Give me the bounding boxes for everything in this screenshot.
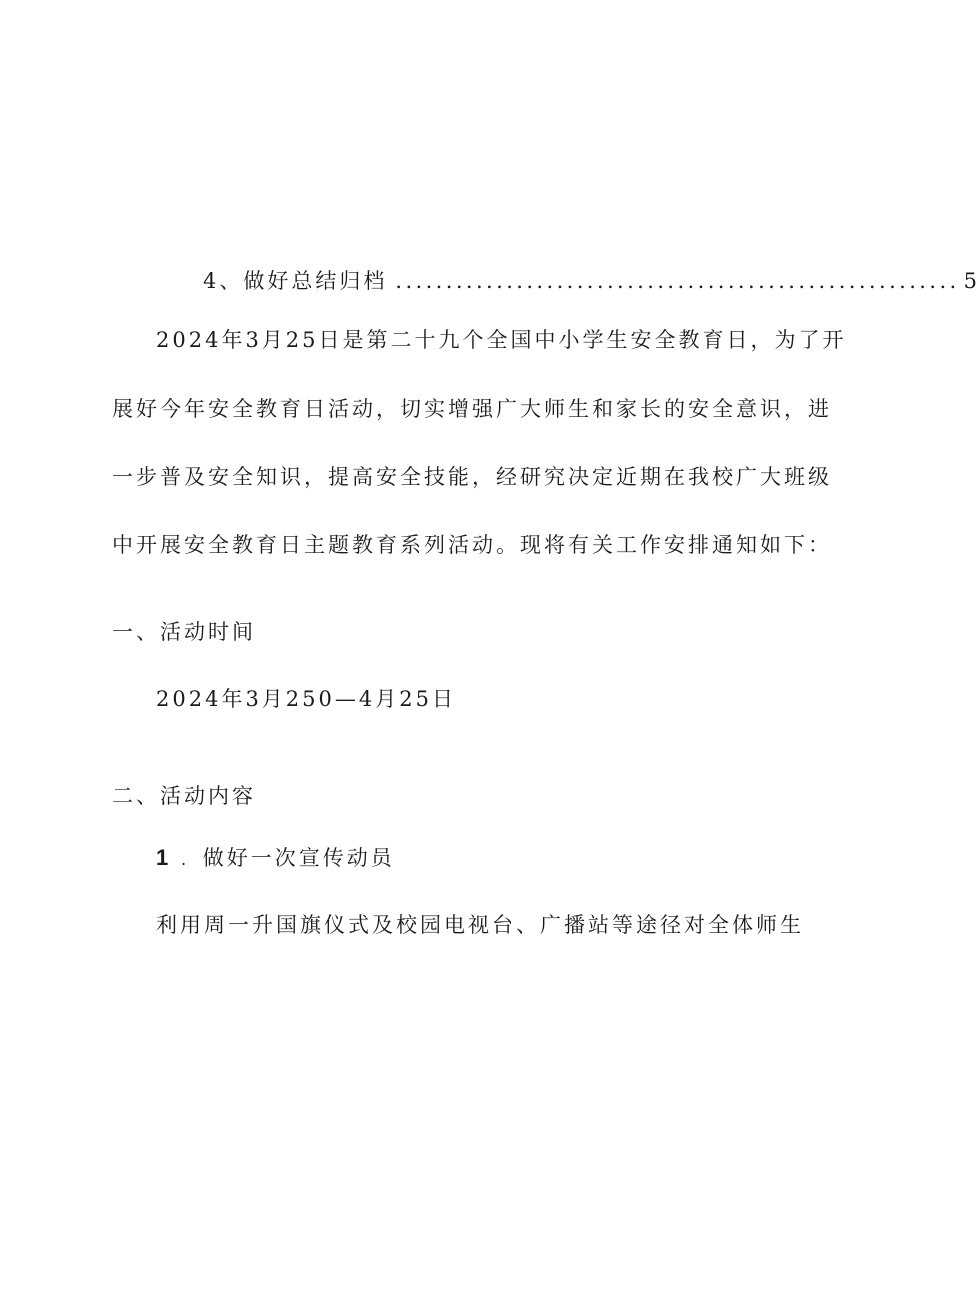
intro-paragraph-line-1: 2024年3月25日是第二十九个全国中小学生安全教育日，为了开 [156,328,847,352]
subsection-item-1 [156,843,395,875]
section-heading-time: 一、活动时间 [112,620,256,644]
intro-paragraph-line-3: 一步普及安全知识，提高安全技能，经研究决定近期在我校广大班级 [112,465,832,489]
intro-paragraph-line-4: 中开展安全教育日主题教育系列活动。现将有关工作安排通知如下： [112,533,832,557]
section-heading-content: 二、活动内容 [112,784,256,808]
toc-entry[interactable] [203,266,977,296]
item-1-body-line: 利用周一升国旗仪式及校园电视台、广播站等途径对全体师生 [156,913,804,937]
toc-page-number: 5 [963,269,977,293]
toc-entry-label: 4、做好总结归档 [203,269,388,293]
toc-leader-dots: ........................................................ [395,269,960,293]
item-number: 1 [156,845,172,870]
intro-paragraph-line-2: 展好今年安全教育日活动，切实增强广大师生和家长的安全意识，进 [112,397,832,421]
item-number-dot: . [180,850,190,869]
activity-date: 2024年3月250—4月25日 [156,687,456,711]
item-title: 做好一次宣传动员 [202,846,395,870]
